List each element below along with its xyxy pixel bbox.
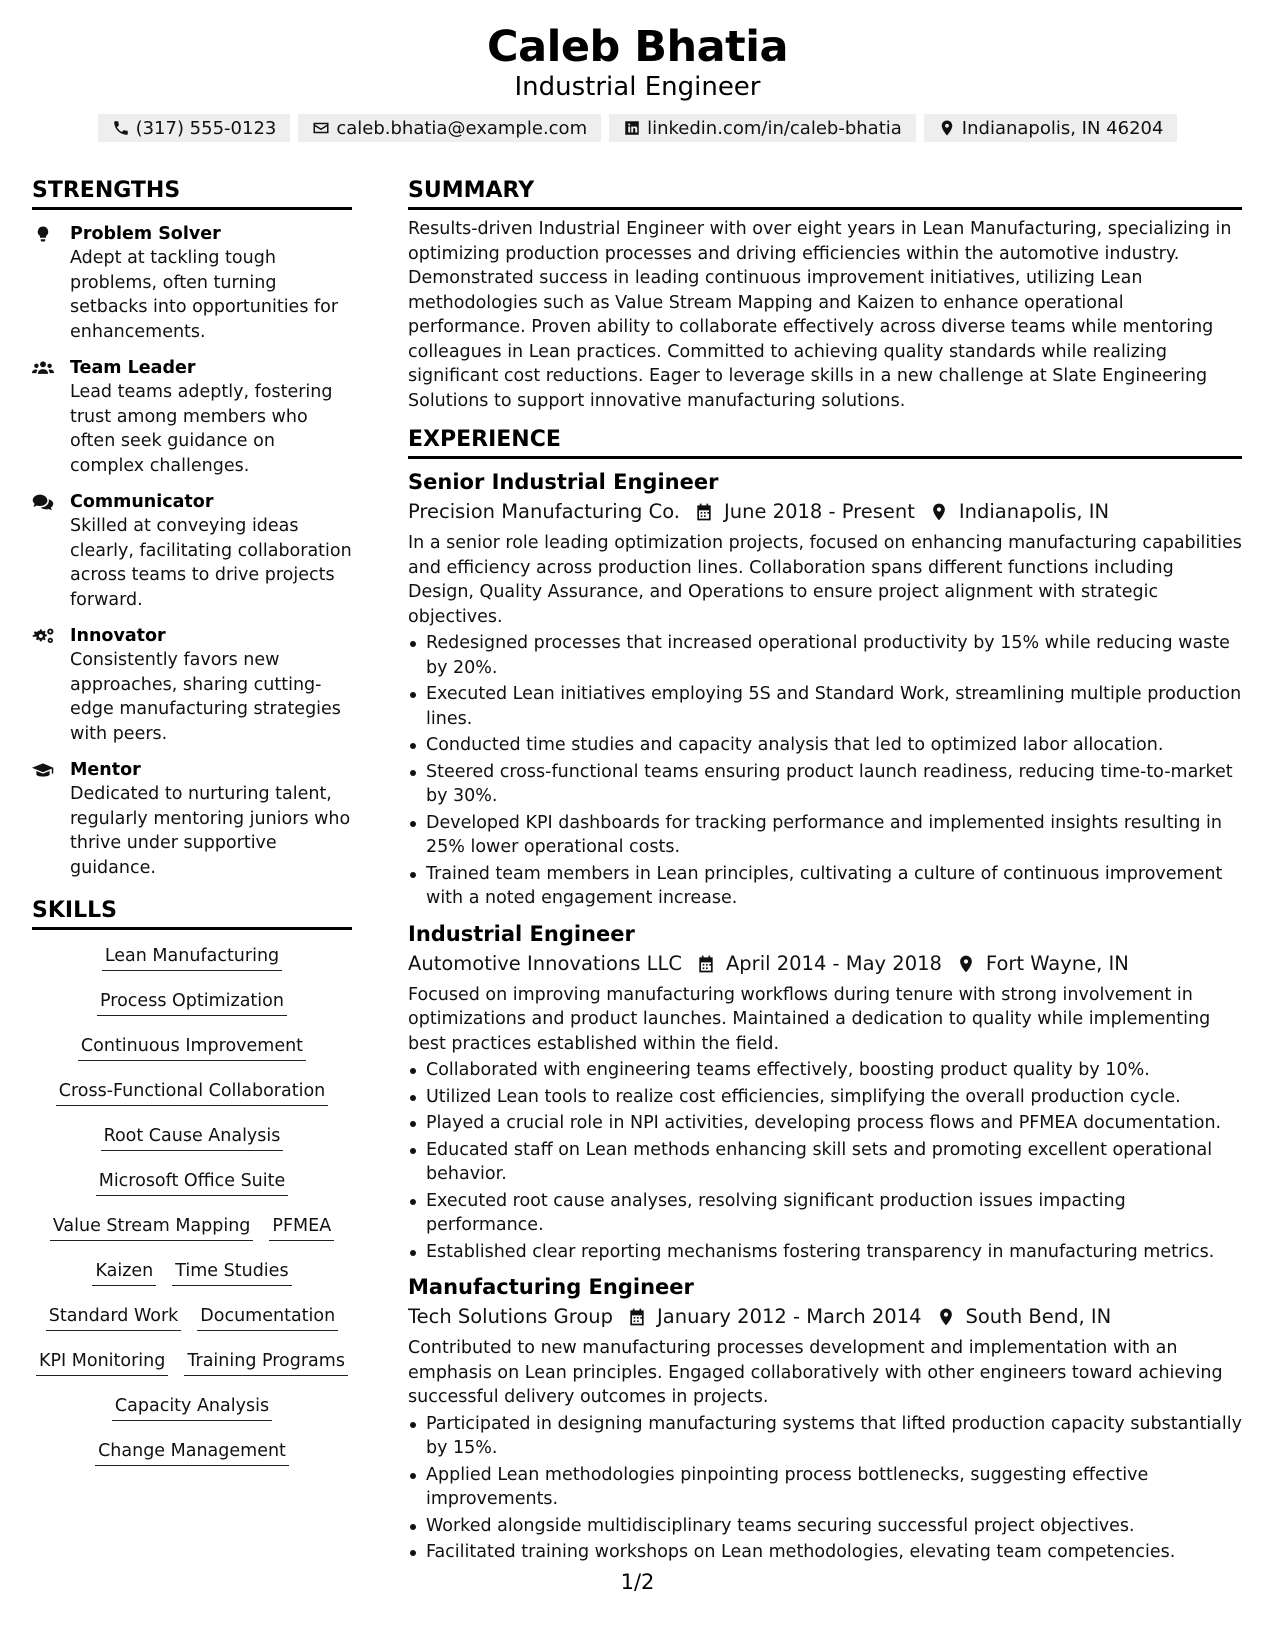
skill-tag: Kaizen [92, 1259, 156, 1286]
bullet-item: Steered cross-functional teams ensuring product launch readiness, reducing time-to-market by 30%. [408, 760, 1242, 809]
job-location: Fort Wayne, IN [985, 951, 1129, 975]
job-bullets [408, 1412, 1242, 1565]
job-company: Tech Solutions Group [408, 1305, 614, 1328]
strength-title: Problem Solver [70, 224, 221, 244]
bullet-item: Applied Lean methodologies pinpointing process bottlenecks, suggesting effective improvements. [408, 1463, 1242, 1512]
strength-desc: Lead teams adeptly, fostering trust among members who often seek guidance on complex challenges. [70, 382, 333, 476]
bullet-item: Conducted time studies and capacity analysis that led to optimized labor allocation. [408, 733, 1242, 758]
email-text: caleb.bhatia@example.com [336, 117, 588, 139]
job-description: Focused on improving manufacturing workflows during tenure with strong involvement in optimizations and product launches. Maintained a dedication to quality while implementing best practices established within the field. [408, 984, 1211, 1054]
skill-tag: Microsoft Office Suite [96, 1169, 289, 1196]
job-entry [408, 467, 1242, 911]
bullet-item: Worked alongside multidisciplinary teams securing successful project objectives. [408, 1514, 1242, 1539]
skill-tag: Documentation [197, 1304, 338, 1331]
bullet-item: Collaborated with engineering teams effectively, boosting product quality by 10%. [408, 1058, 1242, 1083]
skill-tag: KPI Monitoring [36, 1349, 168, 1376]
location-text: Indianapolis, IN 46204 [961, 117, 1164, 139]
job-dates: January 2012 - March 2014 [657, 1305, 922, 1328]
job-location: Indianapolis, IN [958, 500, 1110, 523]
job-bullets [408, 1058, 1242, 1264]
strength-title: Innovator [70, 626, 166, 646]
strength-desc: Consistently favors new approaches, sharing cutting-edge manufacturing strategies with peers. [70, 650, 341, 744]
strength-title: Communicator [70, 492, 214, 512]
skill-tag: Lean Manufacturing [102, 944, 282, 971]
skill-tag: Standard Work [46, 1304, 182, 1331]
strength-item [32, 758, 352, 880]
summary-text: Results-driven Industrial Engineer with over eight years in Lean Manufacturing, specializing in optimizing production processes and driving efficiencies within the automotive industry. Demonstrated success in leading continuous improvement initiatives, utilizing Lean methodologies such as Value Stream Mapping and Kaizen to enhance operational performance. Proven ability to collaborate effectively across diverse teams while mentoring colleagues in Lean practices. Committed to achieving quality standards while realizing significant cost reductions. Eager to leverage skills in a new challenge at Slate Engineering Solutions to support innovative manufacturing solutions. [408, 219, 1232, 411]
job-description: Contributed to new manufacturing processes development and implementation with an emphasis on Lean principles. Engaged collaboratively with other engineers toward achieving successful delivery outcomes in projects. [408, 1338, 1223, 1407]
job-description: In a senior role leading optimization projects, focused on enhancing manufacturing capabilities and efficiency across production lines. Collaboration spans different functions including Design, Quality Assurance, and Operations to ensure project alignment with strategic objectives. [408, 533, 1242, 627]
users-icon [32, 359, 54, 377]
strength-item [32, 222, 352, 344]
strength-desc: Skilled at conveying ideas clearly, facilitating collaboration across teams to drive projects forward. [70, 516, 352, 610]
contact-linkedin[interactable] [609, 114, 916, 142]
skills-heading: SKILLS [32, 898, 352, 930]
contact-phone[interactable] [98, 114, 291, 142]
job-meta [408, 497, 1242, 527]
bullet-item: Trained team members in Lean principles, cultivating a culture of continuous improvement with a noted engagement increase. [408, 862, 1242, 911]
strength-title: Team Leader [70, 358, 196, 378]
job-title: Senior Industrial Engineer [408, 470, 719, 494]
envelope-icon [312, 119, 330, 137]
phone-text: (317) 555-0123 [135, 117, 277, 139]
strengths-heading: STRENGTHS [32, 178, 352, 210]
strength-title: Mentor [70, 760, 141, 780]
job-entry [408, 1272, 1242, 1565]
job-title: Manufacturing Engineer [408, 1275, 694, 1299]
bullet-item: Played a crucial role in NPI activities, developing process flows and PFMEA documentation. [408, 1111, 1242, 1136]
job-meta [408, 1302, 1242, 1332]
job-title: Industrial Engineer [408, 921, 635, 946]
gears-icon [32, 627, 54, 645]
page-number: 1/2 [620, 1570, 655, 1594]
skill-tag: Training Programs [184, 1349, 348, 1376]
bullet-item: Established clear reporting mechanisms fostering transparency in manufacturing metrics. [408, 1240, 1242, 1265]
job-bullets [408, 631, 1242, 911]
left-column [32, 178, 352, 1484]
calendar-icon [694, 502, 714, 522]
graduation-cap-icon [32, 761, 54, 779]
job-meta [408, 949, 1242, 979]
map-pin-icon [929, 502, 949, 522]
calendar-icon [627, 1307, 647, 1327]
phone-icon [112, 119, 130, 137]
job-company: Automotive Innovations LLC [408, 951, 682, 975]
job-company: Precision Manufacturing Co. [408, 500, 681, 523]
strength-item [32, 356, 352, 478]
bullet-item: Executed Lean initiatives employing 5S and Standard Work, streamlining multiple production lines. [408, 682, 1242, 731]
linkedin-icon [623, 119, 641, 137]
skill-tag: Value Stream Mapping [50, 1214, 254, 1241]
bullet-item: Utilized Lean tools to realize cost efficiencies, simplifying the overall production cycle. [408, 1085, 1242, 1110]
skill-tag: Capacity Analysis [112, 1394, 272, 1421]
comments-icon [32, 493, 54, 511]
candidate-name: Caleb Bhatia [487, 22, 788, 72]
map-pin-icon [936, 1307, 956, 1327]
job-dates: April 2014 - May 2018 [725, 951, 942, 975]
bullet-item: Facilitated training workshops on Lean methodologies, elevating team competencies. [408, 1540, 1242, 1565]
strength-desc: Dedicated to nurturing talent, regularly mentoring juniors who thrive under supportive guidance. [70, 784, 351, 878]
skills-list [32, 944, 352, 1484]
job-location: South Bend, IN [965, 1305, 1112, 1328]
map-pin-icon [938, 119, 956, 137]
skill-tag: Root Cause Analysis [101, 1124, 284, 1151]
contact-location [924, 114, 1178, 142]
bullet-item: Executed root cause analyses, resolving significant production issues impacting performance. [408, 1189, 1242, 1238]
job-entry [408, 919, 1242, 1265]
skill-tag: Change Management [95, 1439, 289, 1466]
bullet-item: Developed KPI dashboards for tracking performance and implemented insights resulting in 25% lower operational costs. [408, 811, 1242, 860]
lightbulb-icon [32, 225, 54, 243]
skill-tag: Time Studies [172, 1259, 291, 1286]
strength-item [32, 490, 352, 612]
experience-heading: EXPERIENCE [408, 427, 1242, 459]
contact-email[interactable] [298, 114, 601, 142]
calendar-icon [696, 954, 716, 974]
bullet-item: Redesigned processes that increased operational productivity by 15% while reducing waste by 20%. [408, 631, 1242, 680]
strength-item [32, 624, 352, 746]
skill-tag: PFMEA [269, 1214, 334, 1241]
bullet-item: Participated in designing manufacturing systems that lifted production capacity substantially by 15%. [408, 1412, 1242, 1461]
right-column [408, 178, 1242, 1565]
strength-desc: Adept at tackling tough problems, often turning setbacks into opportunities for enhancements. [70, 248, 339, 342]
skill-tag: Cross-Functional Collaboration [56, 1079, 329, 1106]
skill-tag: Process Optimization [97, 989, 287, 1016]
linkedin-text: linkedin.com/in/caleb-bhatia [647, 117, 902, 139]
skill-tag: Continuous Improvement [78, 1034, 306, 1061]
map-pin-icon [956, 954, 976, 974]
candidate-title: Industrial Engineer [514, 72, 761, 102]
job-dates: June 2018 - Present [724, 500, 915, 523]
contact-bar [0, 114, 1275, 142]
bullet-item: Educated staff on Lean methods enhancing skill sets and promoting excellent operational behavior. [408, 1138, 1242, 1187]
summary-heading: SUMMARY [408, 178, 1242, 210]
